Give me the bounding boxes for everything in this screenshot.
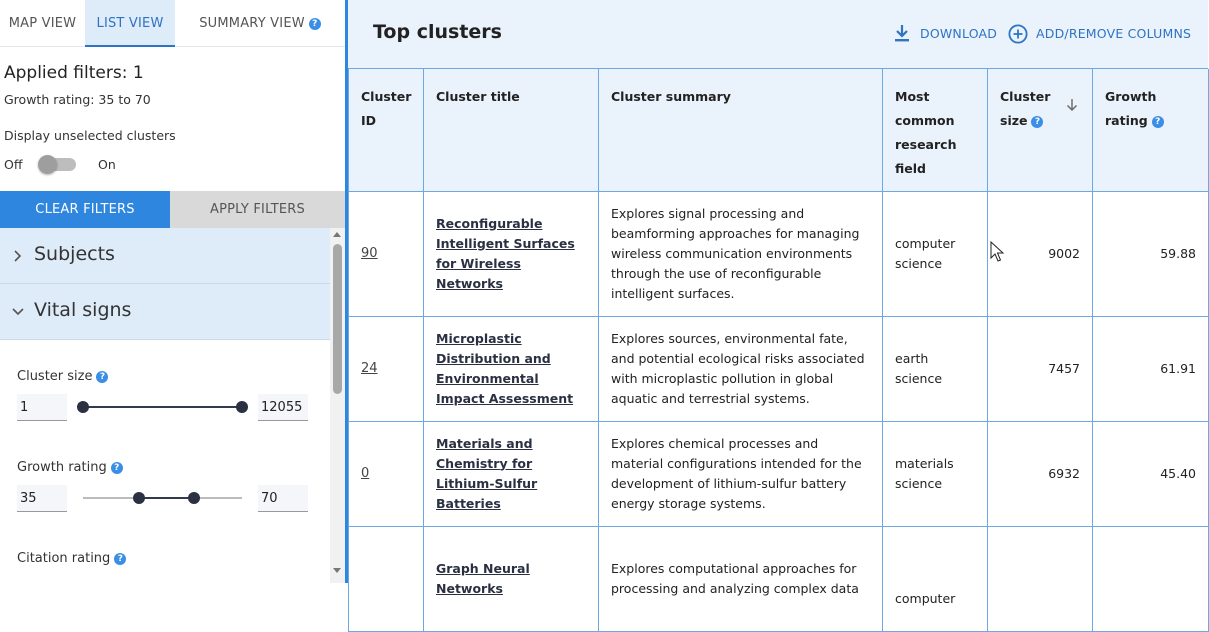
col-header-cluster-summary[interactable]: Cluster summary [599, 69, 883, 191]
cluster-id-link[interactable]: 90 [361, 246, 378, 261]
cell-cluster-size: 7457 [988, 316, 1093, 421]
growth-rating-slider-fill [139, 497, 194, 499]
cluster-size-min-input[interactable] [17, 394, 67, 421]
col-header-cluster-title[interactable]: Cluster title [424, 69, 599, 191]
cluster-size-label-text: Cluster size [17, 369, 93, 384]
cell-cluster-summary: Explores computational approaches for processing and analyzing complex data [599, 526, 883, 631]
cluster-id-link[interactable]: 0 [361, 466, 370, 481]
add-remove-columns-button[interactable]: ADD/REMOVE COLUMNS [1036, 26, 1192, 41]
help-icon[interactable]: ? [114, 553, 126, 565]
scroll-up-arrow-icon[interactable] [333, 232, 341, 237]
scroll-down-arrow-icon[interactable] [333, 568, 341, 573]
accordion-vital-signs[interactable] [0, 284, 330, 340]
clusters-panel [348, 0, 1208, 606]
table-row[interactable] [349, 191, 1209, 316]
mouse-cursor-icon [990, 241, 1004, 263]
help-icon[interactable]: ? [1031, 116, 1043, 128]
filter-sidebar [0, 0, 345, 583]
sidebar-scrollbar[interactable] [330, 228, 345, 583]
cell-research-field: earth science [883, 316, 988, 421]
citation-rating-filter-label [17, 551, 126, 566]
cluster-title-link[interactable]: Reconfigurable Intelligent Surfaces for Wireless Networks [436, 215, 575, 291]
col-header-cluster-size-label: Cluster size [1000, 89, 1051, 128]
cell-growth-rating: 61.91 [1093, 316, 1209, 421]
cell-growth-rating: 59.88 [1093, 191, 1209, 316]
cell-cluster-id [349, 421, 424, 526]
table-header-row [349, 69, 1209, 191]
help-icon[interactable]: ? [111, 462, 123, 474]
cluster-title-link[interactable]: Materials and Chemistry for Lithium-Sulfur Batteries [436, 435, 538, 511]
applied-filters-title: Applied filters: 1 [4, 63, 144, 83]
scrollbar-thumb[interactable] [333, 244, 342, 394]
growth-rating-min-input[interactable] [17, 485, 67, 512]
display-unselected-toggle[interactable] [40, 158, 76, 171]
clusters-header [348, 0, 1208, 69]
tab-list-view[interactable]: LIST VIEW [85, 0, 175, 47]
cell-cluster-size [988, 526, 1093, 631]
clear-filters-button[interactable]: CLEAR FILTERS [0, 191, 170, 228]
cluster-size-slider-fill [83, 406, 242, 408]
clusters-table [348, 69, 1209, 632]
col-header-growth-rating[interactable] [1093, 69, 1209, 191]
display-unselected-label: Display unselected clusters [4, 128, 176, 143]
cell-cluster-size: 9002 [988, 191, 1093, 316]
cell-cluster-summary: Explores sources, environmental fate, and potential ecological risks associated with microplastic pollution in global aquatic and terrestrial systems. [599, 316, 883, 421]
col-header-research-field[interactable]: Most common research field [883, 69, 988, 191]
cluster-size-max-input[interactable] [258, 394, 308, 421]
cell-cluster-title [424, 421, 599, 526]
cell-research-field: materials science [883, 421, 988, 526]
cell-cluster-summary: Explores chemical processes and material configurations intended for the development of lithium-sulfur battery energy storage systems. [599, 421, 883, 526]
chevron-down-icon [11, 303, 25, 321]
cluster-size-max-handle[interactable] [236, 401, 248, 413]
cluster-size-min-handle[interactable] [77, 401, 89, 413]
accordion-subjects-label: Subjects [34, 243, 115, 265]
cluster-size-filter-label [17, 369, 108, 384]
apply-filters-button[interactable]: APPLY FILTERS [170, 191, 345, 228]
table-row[interactable] [349, 526, 1209, 631]
cell-cluster-title [424, 191, 599, 316]
applied-filters-summary: Growth rating: 35 to 70 [4, 92, 151, 107]
growth-rating-max-input[interactable] [258, 485, 308, 512]
toggle-off-label: Off [4, 157, 23, 172]
cluster-id-link[interactable]: 24 [361, 361, 378, 376]
toggle-on-label: On [98, 157, 116, 172]
growth-rating-filter-label [17, 460, 123, 475]
cell-cluster-id [349, 191, 424, 316]
table-row[interactable] [349, 421, 1209, 526]
table-row[interactable] [349, 316, 1209, 421]
tab-map-view[interactable]: MAP VIEW [8, 16, 77, 31]
view-tabs [0, 0, 345, 47]
help-icon[interactable]: ? [1152, 116, 1164, 128]
cell-cluster-size: 6932 [988, 421, 1093, 526]
citation-rating-label-text: Citation rating [17, 551, 111, 566]
tab-summary-label: SUMMARY VIEW [199, 16, 305, 31]
cluster-title-link[interactable]: Graph Neural Networks [436, 560, 530, 596]
cell-research-field: computer science [883, 191, 988, 316]
col-header-growth-rating-label: Growth rating [1105, 89, 1157, 128]
cell-cluster-title [424, 526, 599, 631]
cell-cluster-id [349, 526, 424, 631]
col-header-cluster-id[interactable]: Cluster ID [349, 69, 424, 191]
cell-growth-rating [1093, 526, 1209, 631]
growth-rating-max-handle[interactable] [188, 492, 200, 504]
accordion-vital-signs-label: Vital signs [34, 299, 132, 321]
cell-cluster-title [424, 316, 599, 421]
page-title: Top clusters [373, 21, 502, 43]
help-icon[interactable]: ? [309, 18, 321, 30]
download-button[interactable]: DOWNLOAD [920, 26, 998, 41]
sort-descending-icon[interactable] [1066, 98, 1078, 112]
cell-cluster-id [349, 316, 424, 421]
chevron-right-icon [12, 247, 24, 265]
cell-research-field: computer [883, 526, 988, 631]
growth-rating-min-handle[interactable] [133, 492, 145, 504]
col-header-cluster-size[interactable] [988, 69, 1093, 191]
help-icon[interactable]: ? [96, 371, 108, 383]
toggle-knob[interactable] [38, 155, 57, 174]
growth-rating-label-text: Growth rating [17, 460, 107, 475]
accordion-subjects[interactable] [0, 228, 330, 284]
cell-cluster-summary: Explores signal processing and beamforming approaches for managing wireless communication environments through the use of reconfigurable intelligent surfaces. [599, 191, 883, 316]
tab-summary-view[interactable] [175, 0, 345, 47]
cluster-title-link[interactable]: Microplastic Distribution and Environmental Impact Assessment [436, 330, 574, 406]
cell-growth-rating: 45.40 [1093, 421, 1209, 526]
